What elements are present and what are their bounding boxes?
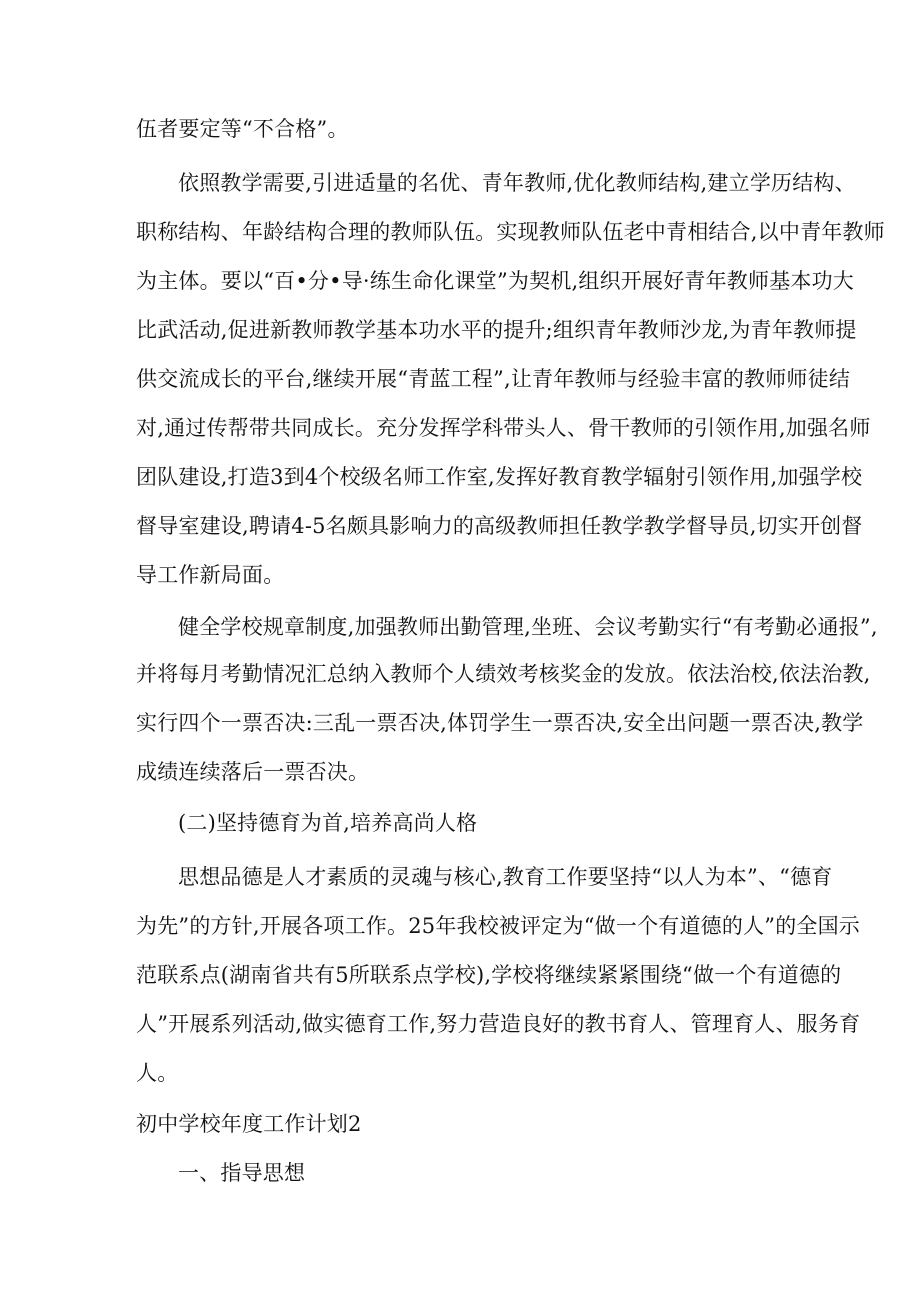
paragraph-line: 职称结构、年龄结构合理的教师队伍。实现教师队伍老中青相结合,以中青年教师 (136, 220, 885, 244)
paragraph-line: 实行四个一票否决:三乱一票否决,体罚学生一票否决,安全出问题一票否决,教学 (136, 711, 864, 735)
paragraph-line: 并将每月考勤情况汇总纳入教师个人绩效考核奖金的发放。依法治校,依法治教, (136, 662, 871, 686)
paragraph-line: 比武活动,促进新教师教学基本功水平的提升;组织青年教师沙龙,为青年教师提 (136, 318, 857, 342)
paragraph-line: 成绩连续落后一票否决。 (136, 760, 370, 784)
paragraph-line: 健全学校规章制度,加强教师出勤管理,坐班、会议考勤实行“有考勤必通报”, (178, 615, 878, 639)
paragraph-line: 督导室建设,聘请4-5名颇具影响力的高级教师担任教学教学督导员,切实开创督 (136, 514, 863, 538)
paragraph-line: 思想品德是人才素质的灵魂与核心,教育工作要坚持“以人为本”、“德育 (178, 865, 833, 889)
paragraph-line: 人。 (136, 1061, 179, 1085)
paragraph-line: 导工作新局面。 (136, 563, 285, 587)
paragraph-line: 伍者要定等“不合格”。 (136, 117, 349, 141)
section-heading: 一、指导思想 (178, 1161, 306, 1185)
paragraph-line: 依照教学需要,引进适量的名优、青年教师,优化教师结构,建立学历结构、 (178, 171, 856, 195)
paragraph-line: 供交流成长的平台,继续开展“青蓝工程”,让青年教师与经验丰富的教师师徒结 (136, 367, 851, 391)
document-title: 初中学校年度工作计划2 (136, 1112, 362, 1136)
paragraph-line: 为先”的方针,开展各项工作。25年我校被评定为“做一个有道德的人”的全国示 (136, 914, 861, 938)
paragraph-line: 为主体。要以“百•分•导·练生命化课堂”为契机,组织开展好青年教师基本功大 (136, 269, 854, 293)
paragraph-line: 范联系点(湖南省共有5所联系点学校),学校将继续紧紧围绕“做一个有道德的 (136, 963, 842, 987)
section-heading: (二)坚持德育为首,培养高尚人格 (178, 811, 478, 835)
paragraph-line: 人”开展系列活动,做实德育工作,努力营造良好的教书育人、管理育人、服务育 (136, 1012, 861, 1036)
paragraph-line: 对,通过传帮带共同成长。充分发挥学科带头人、骨干教师的引领作用,加强名师 (136, 416, 871, 440)
paragraph-line: 团队建设,打造3到4个校级名师工作室,发挥好教育教学辐射引领作用,加强学校 (136, 465, 863, 489)
